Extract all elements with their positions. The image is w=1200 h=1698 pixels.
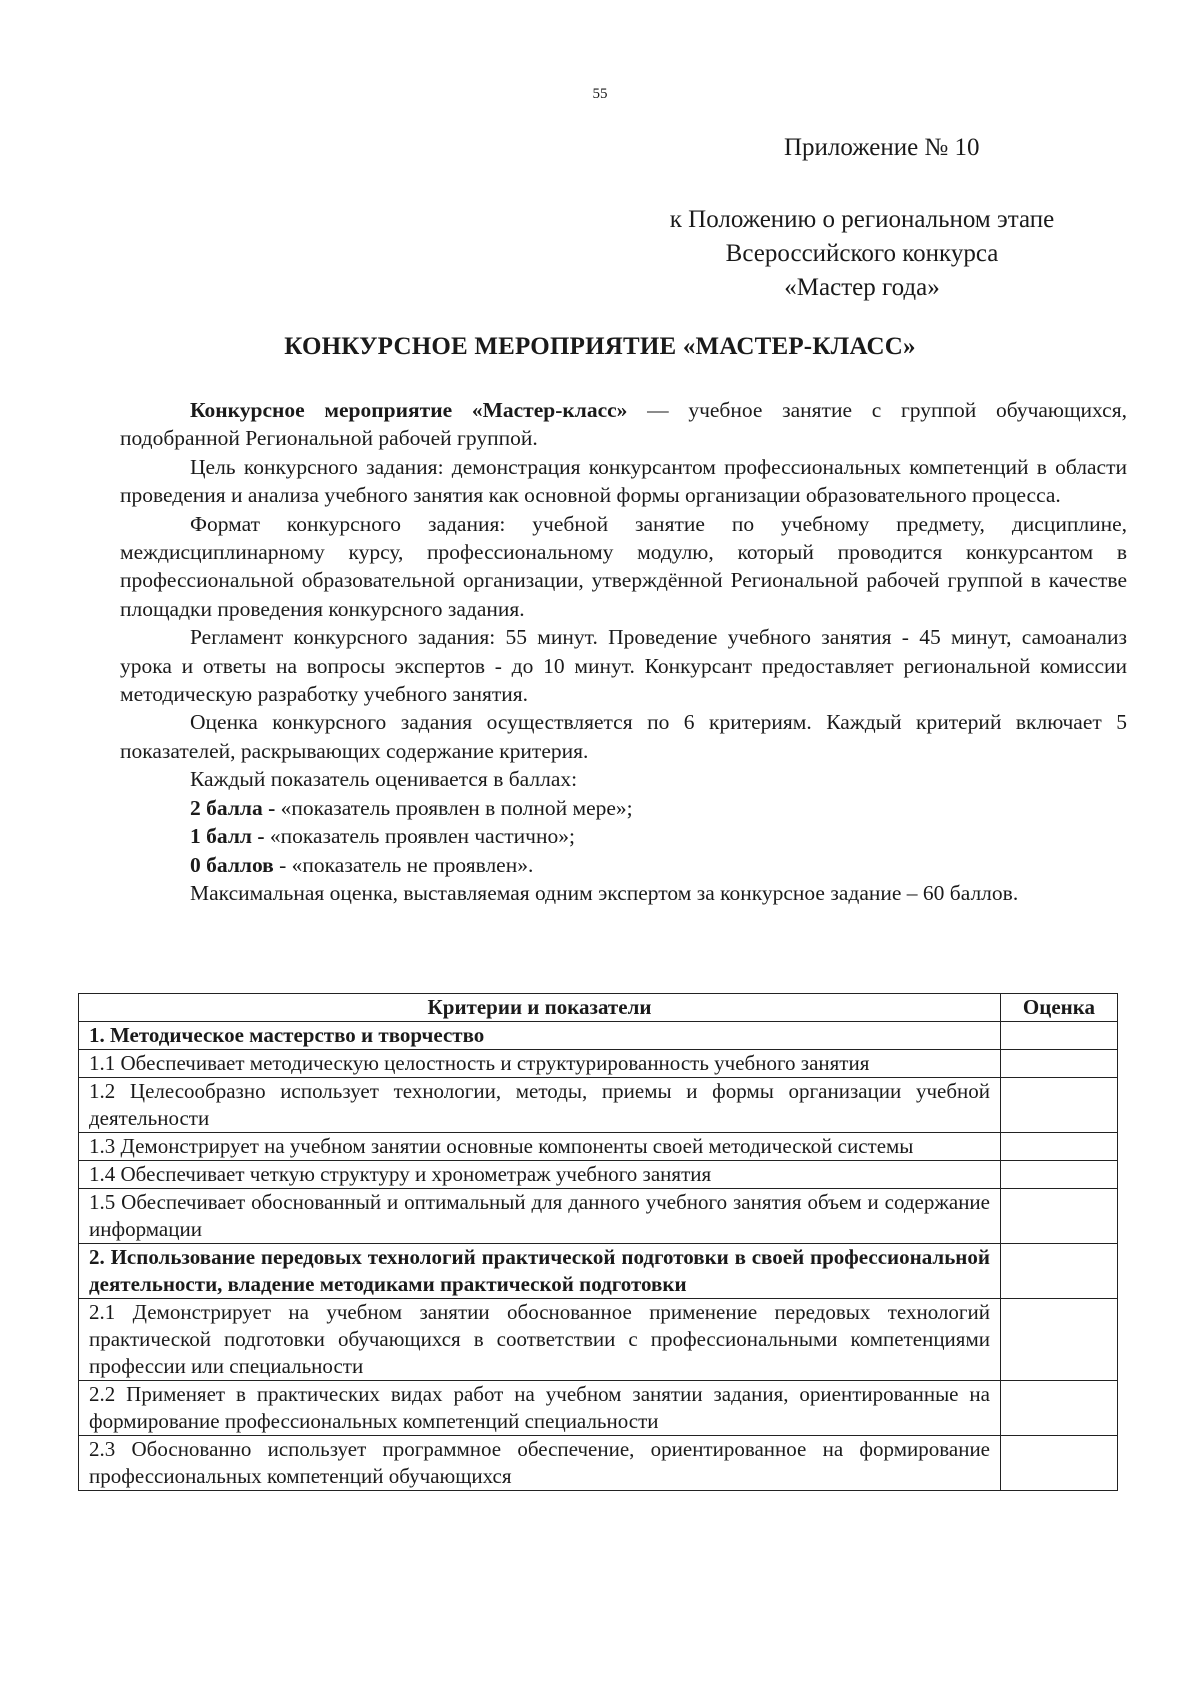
indicator-row: [79, 1189, 1118, 1244]
indicator-row: [79, 1078, 1118, 1133]
score-cell[interactable]: [1001, 1189, 1118, 1244]
score-2-label: 2 балла -: [190, 795, 276, 820]
indicator-row: [79, 1381, 1118, 1436]
score-cell[interactable]: [1001, 1050, 1118, 1078]
table-header-row: [79, 994, 1118, 1022]
paragraph-definition: [120, 396, 1127, 453]
paragraph-schedule: Регламент конкурсного задания: 55 минут. Проведение учебного занятия - 45 минут, самоанализ урока и ответы на вопросы экспертов - до 10 минут. Конкурсант предоставляет региональной комиссии методическую разработку учебного занятия.: [120, 625, 1127, 707]
appendix-label: Приложение № 10: [784, 134, 980, 161]
indicator-text: 1.5 Обеспечивает обоснованный и оптимальный для данного учебного занятия объем и содержание информации: [79, 1189, 1001, 1244]
indicator-row: [79, 1050, 1118, 1078]
header-score: Оценка: [1001, 994, 1118, 1022]
indicator-text: 1.2 Целесообразно использует технологии, методы, приемы и формы организации учебной деятельности: [79, 1078, 1001, 1133]
score-cell[interactable]: [1001, 1022, 1118, 1050]
indicator-row: [79, 1436, 1118, 1491]
paragraph-goal: Цель конкурсного задания: демонстрация конкурсантом профессиональных компетенций в области проведения и анализа учебного занятия как основной формы организации образовательного процесса.: [120, 454, 1127, 508]
indicator-text: 2.1 Демонстрирует на учебном занятии обоснованное применение передовых технологий практической подготовки обучающихся в соответствии с профессиональными компетенциями профессии или специальности: [79, 1299, 1001, 1381]
indicator-text: 1.1 Обеспечивает методическую целостность и структурированность учебного занятия: [79, 1050, 1001, 1078]
regulation-line: Всероссийского конкурса: [725, 240, 999, 267]
criterion-row: [79, 1022, 1118, 1050]
indicator-row: [79, 1299, 1118, 1381]
score-1-line: [120, 822, 1127, 850]
indicator-row: [79, 1161, 1118, 1189]
document-title: КОНКУРСНОЕ МЕРОПРИЯТИЕ «МАСТЕР-КЛАСС»: [284, 333, 916, 360]
indicator-text: 2.3 Обоснованно использует программное обеспечение, ориентированное на формирование профессиональных компетенций обучающихся: [79, 1436, 1001, 1491]
score-0-line: [120, 851, 1127, 879]
score-cell[interactable]: [1001, 1381, 1118, 1436]
score-0-desc: - «показатель не проявлен».: [273, 852, 534, 877]
regulation-reference: [612, 203, 1112, 305]
criteria-table: [78, 993, 1118, 1491]
criteria-table-body: [79, 1022, 1118, 1491]
page-number: 55: [592, 86, 608, 102]
regulation-line: «Мастер года»: [784, 274, 940, 301]
score-1-desc: «показатель проявлен частично»;: [264, 824, 575, 849]
score-0-label: 0 баллов: [190, 852, 274, 877]
definition-text: — учебное занятие с группой обучающихся, подобранной Региональной рабочей группой.: [120, 398, 1127, 451]
criterion-title: 1. Методическое мастерство и творчество: [79, 1022, 1001, 1050]
indicator-text: 2.2 Применяет в практических видах работ на учебном занятии задания, ориентированные на формирование профессиональных компетенций специальности: [79, 1381, 1001, 1436]
indicator-row: [79, 1133, 1118, 1161]
indicator-text: 1.3 Демонстрирует на учебном занятии основные компоненты своей методической системы: [79, 1133, 1001, 1161]
header-criteria: Критерии и показатели: [79, 994, 1001, 1022]
paragraph-format: Формат конкурсного задания: учебной занятие по учебному предмету, дисциплине, междисциплинарному курсу, профессиональному модулю, который проводится конкурсантом в профессиональной образовательной организации, утверждённой Региональной рабочей группой в качестве площадки проведения конкурсного задания.: [120, 511, 1127, 621]
score-cell[interactable]: [1001, 1299, 1118, 1381]
score-cell[interactable]: [1001, 1436, 1118, 1491]
definition-term: Конкурсное мероприятие «Мастер-класс»: [190, 398, 628, 422]
score-cell[interactable]: [1001, 1078, 1118, 1133]
score-cell[interactable]: [1001, 1244, 1118, 1299]
score-1-label: 1 балл -: [190, 824, 265, 849]
body-text: [120, 396, 1127, 907]
score-2-desc: «показатель проявлен в полной мере»;: [275, 795, 633, 820]
paragraph-scoring-intro: Каждый показатель оценивается в баллах:: [190, 767, 578, 792]
regulation-line: к Положению о региональном этапе: [669, 206, 1055, 233]
paragraph-evaluation: Оценка конкурсного задания осуществляется по 6 критериям. Каждый критерий включает 5 показателей, раскрывающих содержание критерия.: [120, 710, 1127, 763]
score-cell[interactable]: [1001, 1161, 1118, 1189]
criterion-row: [79, 1244, 1118, 1299]
score-cell[interactable]: [1001, 1133, 1118, 1161]
score-2-line: [120, 794, 1127, 822]
paragraph-max-score: Максимальная оценка, выставляемая одним экспертом за конкурсное задание – 60 баллов.: [190, 880, 1019, 905]
criterion-title: 2. Использование передовых технологий практической подготовки в своей профессиональной деятельности, владение методиками практической подготовки: [79, 1244, 1001, 1299]
indicator-text: 1.4 Обеспечивает четкую структуру и хронометраж учебного занятия: [79, 1161, 1001, 1189]
